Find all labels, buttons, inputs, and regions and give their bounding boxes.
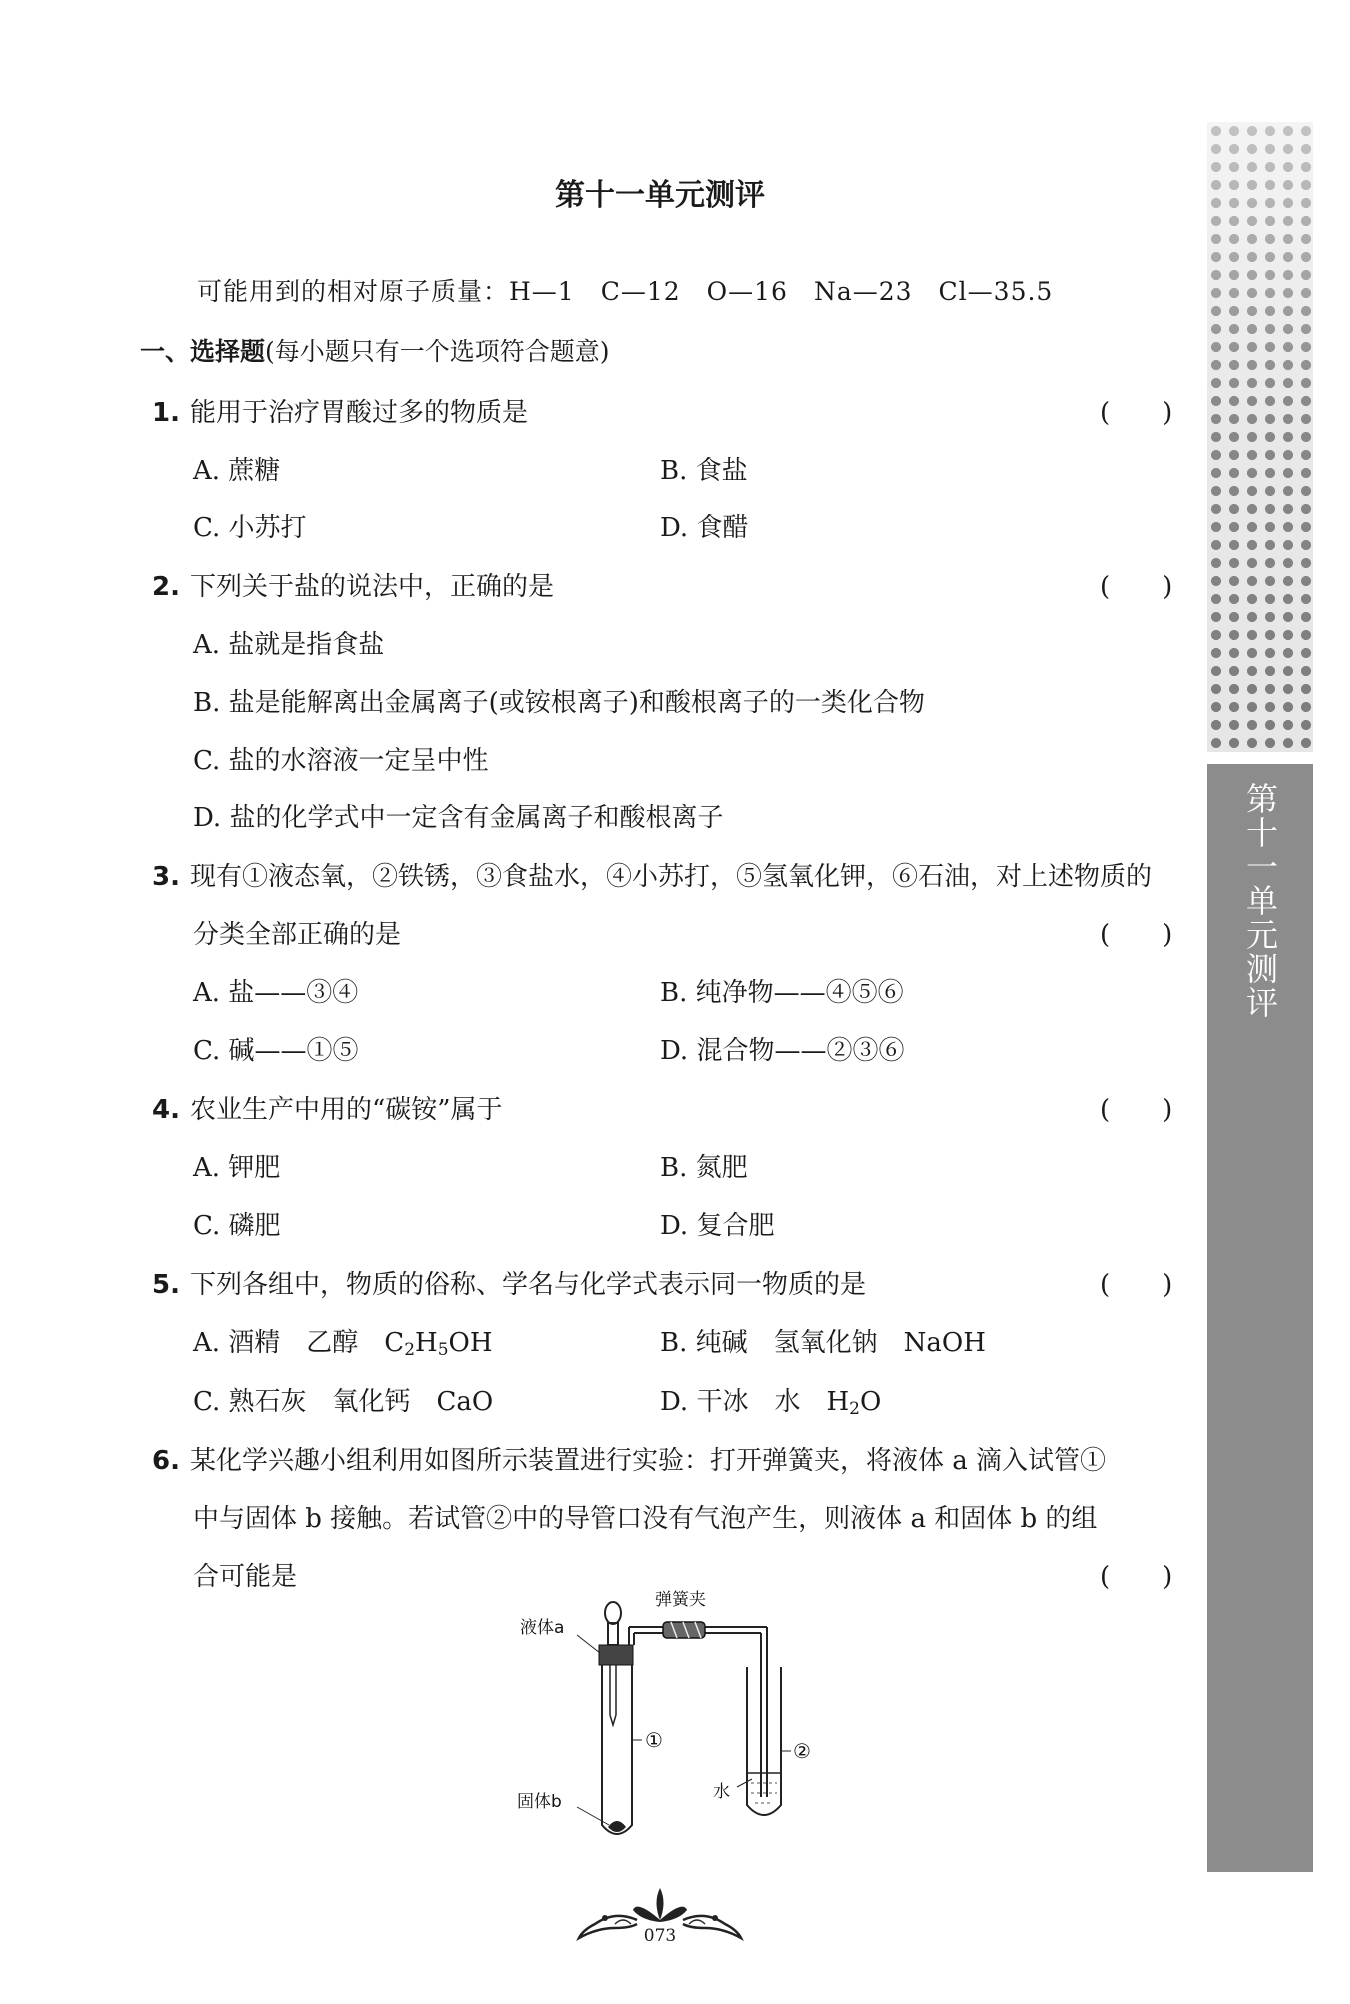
question-number: 5. — [152, 1270, 180, 1300]
q3-option-d: D. 混合物——②③⑥ — [660, 1036, 905, 1066]
q1-option-c: C. 小苏打 — [193, 513, 307, 543]
question-number: 4. — [152, 1095, 180, 1125]
q2-option-d: D. 盐的化学式中一定含有金属离子和酸根离子 — [193, 803, 724, 833]
question-6-cont-1: 中与固体 b 接触。若试管②中的导管口没有气泡产生，则液体 a 和固体 b 的组 — [193, 1504, 1098, 1534]
question-text: 下列各组中，物质的俗称、学名与化学式表示同一物质的是 — [189, 1270, 866, 1300]
q5-option-d: D. 干冰 水 $H_2O$ — [660, 1387, 882, 1419]
question-2 — [152, 566, 554, 603]
answer-bracket: ( ) — [1100, 1562, 1173, 1592]
answer-bracket: ( ) — [1100, 1270, 1173, 1300]
question-5 — [152, 1264, 866, 1301]
question-number: 3. — [152, 862, 180, 892]
dropper-bulb — [605, 1602, 621, 1624]
question-text: 某化学兴趣小组利用如图所示装置进行实验：打开弹簧夹，将液体 a 滴入试管① — [189, 1446, 1106, 1476]
label-spring-clip: 弹簧夹 — [655, 1590, 706, 1610]
question-text: 农业生产中用的“碳铵”属于 — [189, 1095, 503, 1125]
label-liquid-a: 液体a — [520, 1618, 565, 1638]
label-solid-b: 固体b — [517, 1792, 562, 1812]
solid-b — [608, 1821, 626, 1832]
q4-option-a: A. 钾肥 — [193, 1153, 281, 1183]
q2-option-b: B. 盐是能解离出金属离子(或铵根离子)和酸根离子的一类化合物 — [193, 688, 925, 718]
label-water: 水 — [713, 1782, 730, 1802]
question-4 — [152, 1089, 503, 1126]
q5-option-a: A. 酒精 乙醇 $C_2H_5OH$ — [193, 1328, 493, 1360]
section-note: (每小题只有一个选项符合题意) — [265, 337, 610, 366]
q5-option-c: C. 熟石灰 氧化钙 CaO — [193, 1387, 494, 1417]
q1-option-b: B. 食盐 — [660, 456, 748, 486]
answer-bracket: ( ) — [1100, 920, 1173, 950]
question-number: 1. — [152, 398, 180, 428]
label-tube-2: ② — [793, 1739, 811, 1763]
question-1 — [152, 392, 528, 429]
question-text: 能用于治疗胃酸过多的物质是 — [189, 398, 528, 428]
question-text: 下列关于盐的说法中，正确的是 — [189, 572, 554, 602]
q5-option-b: B. 纯碱 氢氧化钠 NaOH — [660, 1328, 986, 1358]
section-label: 一、选择题 — [140, 337, 266, 366]
question-text: 现有①液态氧，②铁锈，③食盐水，④小苏打，⑤氢氧化钾，⑥石油，对上述物质的 — [189, 862, 1152, 892]
side-label-text: 第十一单元测评 — [1241, 782, 1279, 1020]
q1-option-a: A. 蔗糖 — [193, 456, 281, 486]
page-number: 073 — [643, 1926, 677, 1946]
apparatus-diagram — [505, 1575, 825, 1845]
q4-option-d: D. 复合肥 — [660, 1211, 775, 1241]
q3-option-c: C. 碱——①⑤ — [193, 1036, 359, 1066]
chapter-side-tab — [1207, 122, 1313, 1872]
question-6 — [152, 1440, 1106, 1477]
dropper-body — [608, 1623, 618, 1645]
q2-option-a: A. 盐就是指食盐 — [193, 630, 385, 660]
q4-option-c: C. 磷肥 — [193, 1211, 281, 1241]
atomic-mass-info: 可能用到的相对原子质量：H—1 C—12 O—16 Na—23 Cl—35.5 — [197, 277, 1054, 306]
question-6-cont-2: 合可能是 — [193, 1562, 298, 1592]
question-number: 2. — [152, 572, 180, 602]
answer-bracket: ( ) — [1100, 398, 1173, 428]
rubber-stopper — [599, 1645, 633, 1665]
q4-option-b: B. 氮肥 — [660, 1153, 748, 1183]
question-3 — [152, 856, 1152, 893]
page-title: 第十一单元测评 — [555, 178, 765, 213]
question-number: 6. — [152, 1446, 180, 1476]
q3-option-b: B. 纯净物——④⑤⑥ — [660, 978, 904, 1008]
q3-option-a: A. 盐——③④ — [193, 978, 359, 1008]
test-tube-1 — [602, 1665, 632, 1834]
answer-bracket: ( ) — [1100, 1095, 1173, 1125]
question-3-cont: 分类全部正确的是 — [193, 920, 402, 950]
label-tube-1: ① — [645, 1728, 663, 1752]
section-heading — [140, 332, 610, 368]
q1-option-d: D. 食醋 — [660, 513, 749, 543]
q2-option-c: C. 盐的水溶液一定呈中性 — [193, 746, 489, 776]
answer-bracket: ( ) — [1100, 572, 1173, 602]
